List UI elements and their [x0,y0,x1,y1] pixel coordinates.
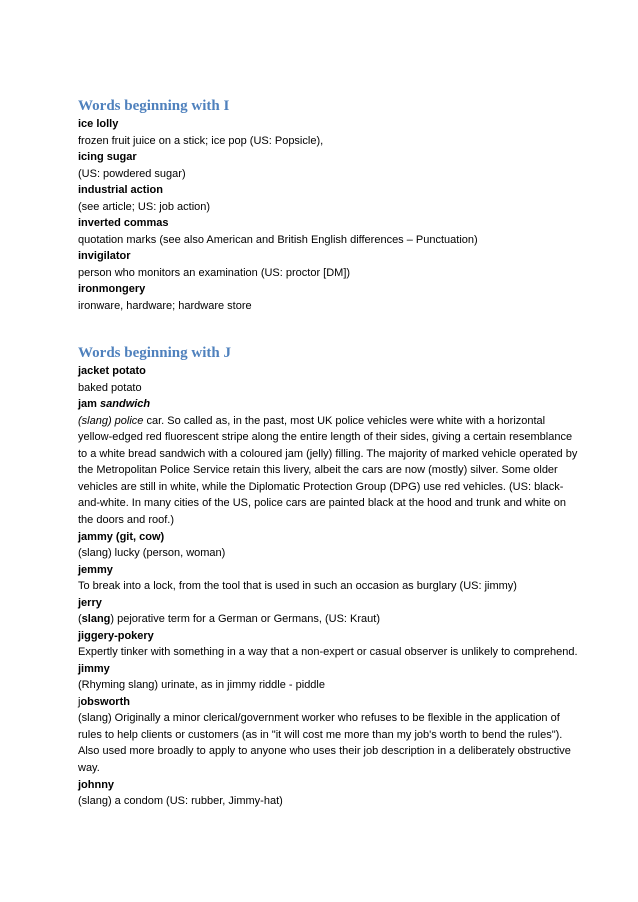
term-ice-lolly: ice lolly [78,118,119,130]
term-icing-sugar: icing sugar [78,151,137,163]
term-jam-sandwich [78,396,578,413]
definition-jerry-prefix: ( [78,613,82,626]
term-jerry: jerry [78,596,102,609]
definition-jiggery-pokery: Expertly tinker with something in a way that a non-expert or casual observer is unlikely to comprehend. [78,646,578,659]
definition-inverted-commas: quotation marks (see also American and British English differences – Punctuation) [78,233,478,246]
definition-jam-italic: (slang) police [78,414,144,427]
term-jobsworth-plain: j [78,695,81,708]
term-jobsworth [78,694,578,711]
term-jam-plain: jam [78,398,101,410]
definition-jacket-potato: baked potato [78,381,142,394]
term-inverted-commas: inverted commas [78,217,169,229]
definition-johnny: (slang) a condom (US: rubber, Jimmy-hat) [78,795,283,808]
entries-j [78,363,578,810]
definition-jam-sandwich [78,413,578,529]
definition-jammy: (slang) lucky (person, woman) [78,547,226,560]
section-heading-j: Words beginning with J [78,345,231,361]
definition-jerry-text: ) pejorative term for a German or Germans, (US: Kraut) [110,613,380,626]
definition-jam-text: car. So called as, in the past, most UK police vehicles were white with a horizontal yellow-edged red fluorescent stripe along the entire length of their sides, giving a certain resemblance to a white bread sandwich with a coloured jam (jelly) filling. The majority of marked vehicle operated by the Metropolitan Police Service retain this livery, albeit the cars are now (mostly) silver. Some older vehicles are still in white, while the Diplomatic Protection Group (DPG) use red vehicles. (US: black-and-white. In many cities of the US, police cars are painted black at the hood and trunk and white on the doors and roof.) [78,414,578,527]
section-i [78,96,578,314]
term-jacket-potato: jacket potato [78,365,146,377]
definition-invigilator: person who monitors an examination (US: proctor [DM]) [78,266,351,279]
term-ironmongery: ironmongery [78,283,146,295]
term-jammy: jammy (git, cow) [78,530,165,543]
term-jimmy: jimmy [78,662,110,675]
term-jam-italic: sandwich [100,398,151,410]
term-jobsworth-bold: obsworth [80,695,130,708]
definition-icing-sugar: (US: powdered sugar) [78,167,186,180]
definition-ice-lolly: frozen fruit juice on a stick; ice pop (US: Popsicle), [78,134,324,147]
term-invigilator: invigilator [78,250,131,262]
definition-jerry-bold: slang [81,613,111,626]
term-industrial-action: industrial action [78,184,163,196]
definition-industrial-action: (see article; US: job action) [78,200,211,213]
definition-jobsworth: (slang) Originally a minor clerical/government worker who refuses to be flexible in the application of rules to help clients or customers (as in "it will cost me more than my job's worth to bend the rules"). Also used more broadly to apply to anyone who uses their job description in a deliberately obstructive way. [78,712,571,775]
term-johnny: johnny [78,778,115,791]
term-jemmy: jemmy [78,563,113,576]
section-j [78,343,578,810]
definition-jerry [78,611,578,628]
definition-ironmongery: ironware, hardware; hardware store [78,299,252,312]
definition-jimmy: (Rhyming slang) urinate, as in jimmy riddle - piddle [78,679,325,692]
entries-i [78,116,578,314]
section-heading-i: Words beginning with I [78,98,230,114]
term-jiggery-pokery: jiggery-pokery [78,629,154,642]
definition-jemmy: To break into a lock, from the tool that is used in such an occasion as burglary (US: jimmy) [78,580,517,593]
